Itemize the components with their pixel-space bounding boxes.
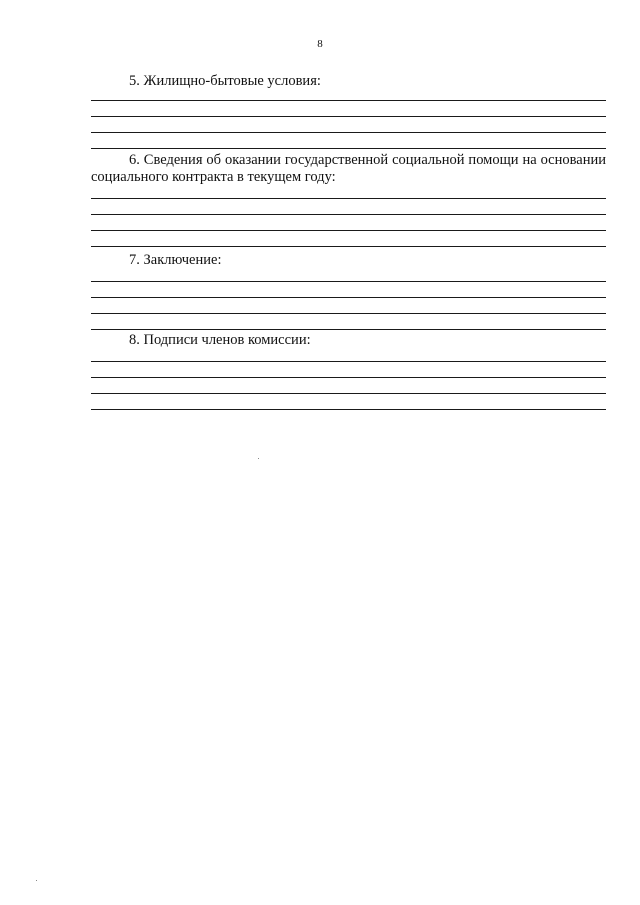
section-social-assistance xyxy=(91,152,606,247)
fill-line[interactable] xyxy=(91,409,606,410)
fill-line[interactable] xyxy=(91,214,606,215)
fill-line[interactable] xyxy=(91,313,606,314)
fill-lines xyxy=(91,281,606,330)
fill-line[interactable] xyxy=(91,132,606,133)
fill-line[interactable] xyxy=(91,329,606,330)
fill-line[interactable] xyxy=(91,246,606,247)
section-heading: 6. Сведения об оказании государственной социальной помощи на основании социального контракта в текущем году: xyxy=(91,152,606,185)
page-number: 8 xyxy=(317,38,323,50)
fill-line[interactable] xyxy=(91,377,606,378)
section-heading: 8. Подписи членов комиссии: xyxy=(129,332,311,348)
scan-speck xyxy=(36,880,37,881)
fill-line[interactable] xyxy=(91,198,606,199)
fill-line[interactable] xyxy=(91,361,606,362)
section-heading: 7. Заключение: xyxy=(129,252,222,268)
section-living-conditions xyxy=(91,73,606,149)
section-commission-signatures xyxy=(91,332,606,410)
fill-line[interactable] xyxy=(91,393,606,394)
fill-line[interactable] xyxy=(91,148,606,149)
fill-line[interactable] xyxy=(91,230,606,231)
section-conclusion xyxy=(91,252,606,330)
fill-line[interactable] xyxy=(91,281,606,282)
section-heading: 5. Жилищно-бытовые условия: xyxy=(129,73,321,89)
fill-line[interactable] xyxy=(91,297,606,298)
fill-lines xyxy=(91,361,606,410)
fill-line[interactable] xyxy=(91,116,606,117)
scan-speck xyxy=(258,458,259,459)
fill-lines xyxy=(91,100,606,149)
fill-lines xyxy=(91,198,606,247)
fill-line[interactable] xyxy=(91,100,606,101)
